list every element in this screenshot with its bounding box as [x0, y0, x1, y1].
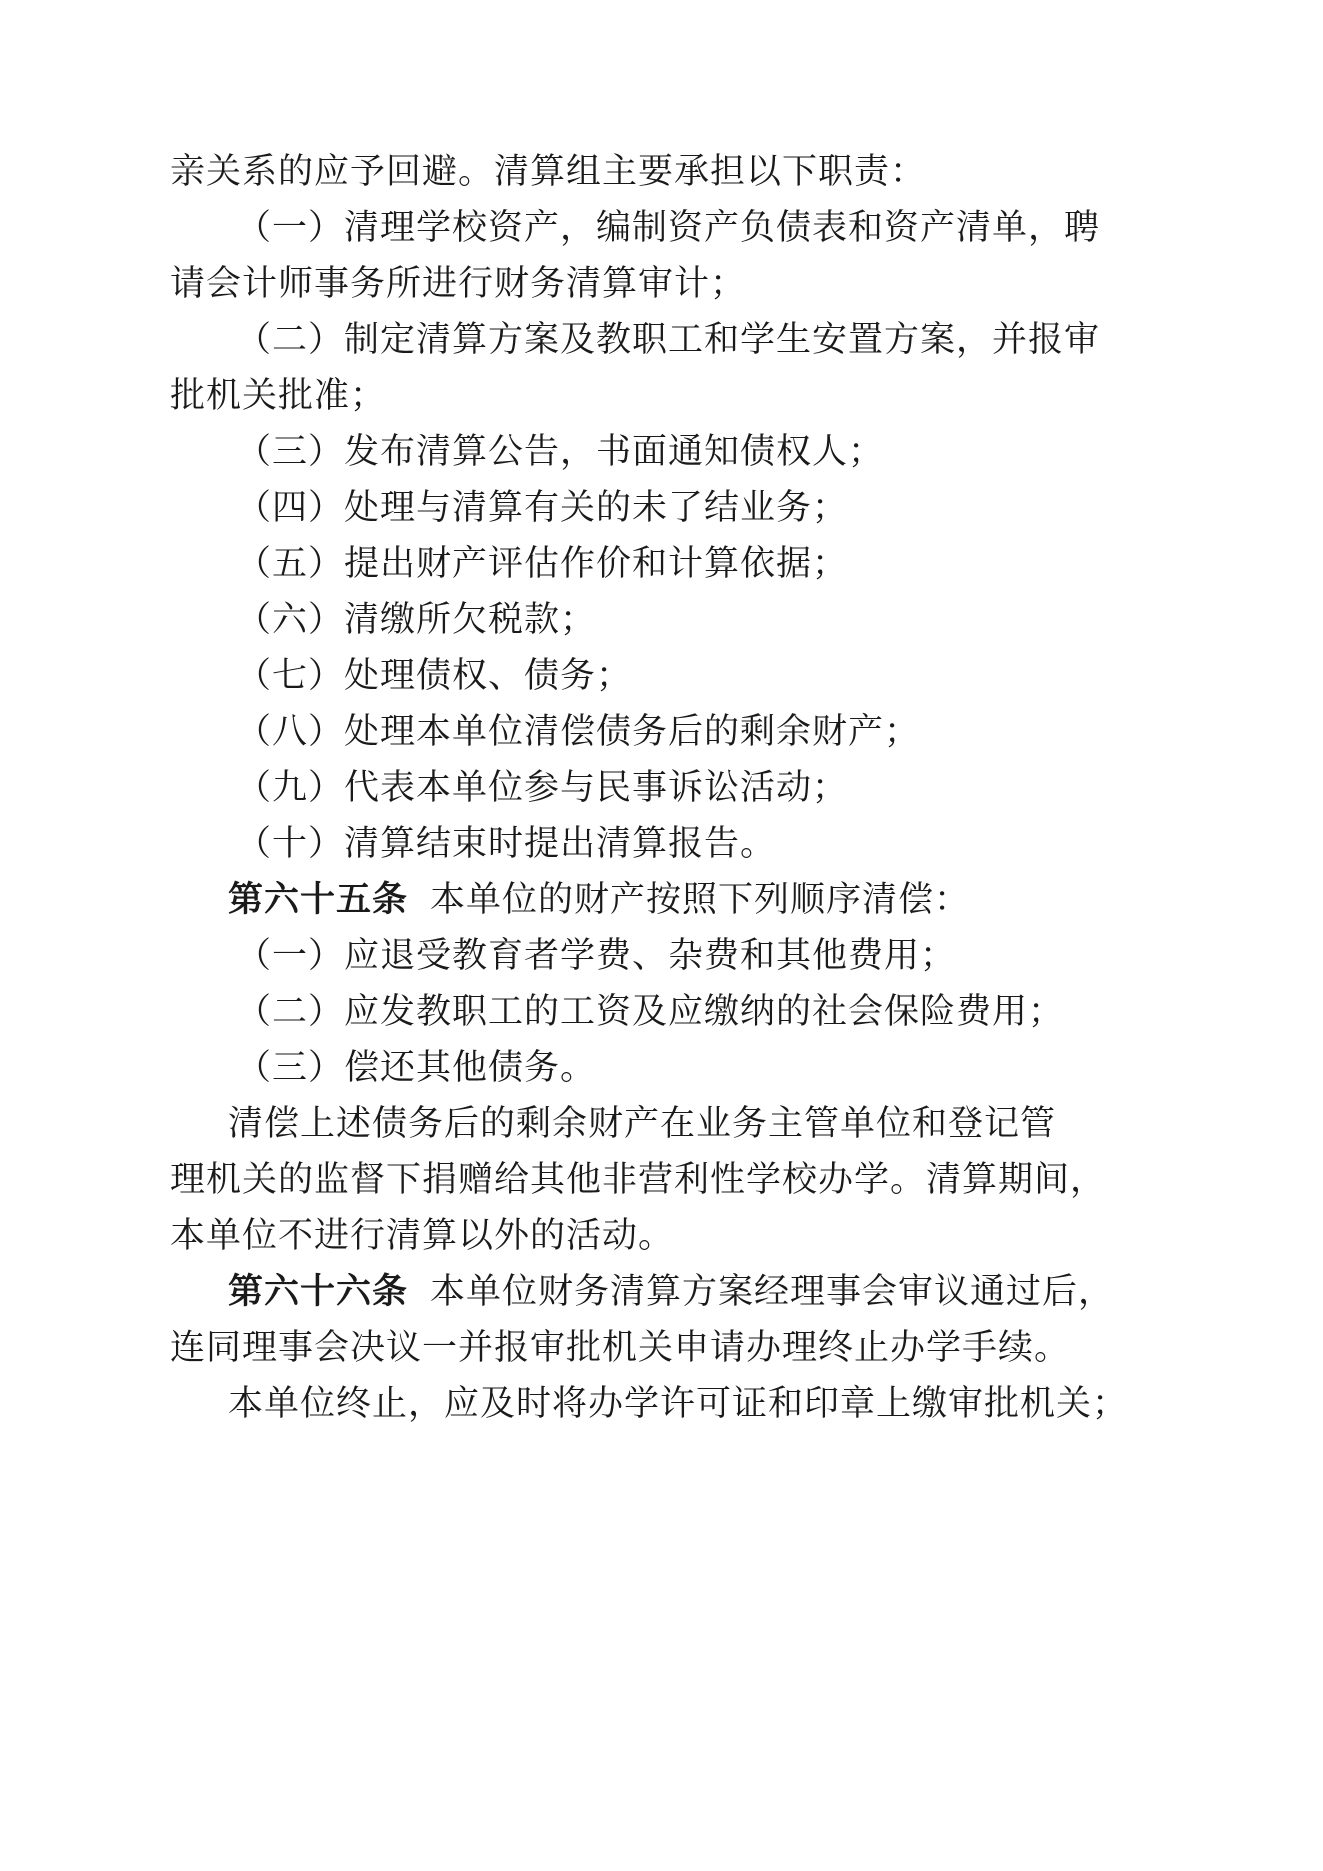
- line-text: 理机关的监督下捐赠给其他非营利性学校办学。清算期间，: [170, 1160, 1107, 1200]
- line-text: 本单位终止，应及时将办学许可证和印章上缴审批机关；: [228, 1384, 1129, 1424]
- paragraph-line: [228, 1100, 1056, 1148]
- line-text: 清偿上述债务后的剩余财产在业务主管单位和登记管: [228, 1104, 1057, 1144]
- line-text: （三）发布清算公告，书面通知债权人；: [236, 432, 885, 472]
- line-text: （九）代表本单位参与民事诉讼活动；: [236, 768, 849, 808]
- article-line: [228, 1268, 1114, 1316]
- line-text: 请会计师事务所进行财务清算审计；: [170, 264, 747, 304]
- line-text: 本单位财务清算方案经理事会审议通过后，: [430, 1272, 1115, 1312]
- line-text: （七）处理债权、债务；: [236, 656, 633, 696]
- paragraph-line: [170, 1156, 1106, 1204]
- article-line: [228, 876, 970, 924]
- list-item-line: [236, 764, 848, 812]
- line-text: （六）清缴所欠税款；: [236, 600, 597, 640]
- line-text: （二）制定清算方案及教职工和学生安置方案，并报审: [236, 320, 1101, 360]
- paragraph-line: [170, 372, 386, 420]
- line-text: 连同理事会决议一并报审批机关申请办理终止办学手续。: [170, 1328, 1071, 1368]
- line-text: （一）清理学校资产，编制资产负债表和资产清单，聘: [236, 208, 1101, 248]
- paragraph-line: [170, 148, 926, 196]
- paragraph-line: [170, 260, 746, 308]
- line-text: 本单位不进行清算以外的活动。: [170, 1216, 675, 1256]
- list-item-line: [236, 484, 848, 532]
- list-item-line: [236, 316, 1100, 364]
- article-label: 第六十六条: [228, 1272, 409, 1312]
- list-item-line: [236, 596, 596, 644]
- list-item-line: [236, 820, 776, 868]
- list-item-line: [236, 1044, 596, 1092]
- list-item-line: [236, 428, 884, 476]
- list-item-line: [236, 204, 1100, 252]
- line-text: 亲关系的应予回避。清算组主要承担以下职责：: [170, 152, 927, 192]
- line-text: （三）偿还其他债务。: [236, 1048, 597, 1088]
- list-item-line: [236, 540, 848, 588]
- line-text: （四）处理与清算有关的未了结业务；: [236, 488, 849, 528]
- line-text: 批机关批准；: [170, 376, 387, 416]
- paragraph-line: [228, 1380, 1128, 1428]
- article-label: 第六十五条: [228, 880, 409, 920]
- line-text: 本单位的财产按照下列顺序清偿：: [430, 880, 971, 920]
- line-text: （十）清算结束时提出清算报告。: [236, 824, 777, 864]
- list-item-line: [236, 988, 1064, 1036]
- line-text: （八）处理本单位清偿债务后的剩余财产；: [236, 712, 921, 752]
- line-text: （五）提出财产评估作价和计算依据；: [236, 544, 849, 584]
- line-text: （二）应发教职工的工资及应缴纳的社会保险费用；: [236, 992, 1065, 1032]
- paragraph-line: [170, 1324, 1070, 1372]
- list-item-line: [236, 708, 920, 756]
- list-item-line: [236, 652, 632, 700]
- line-text: （一）应退受教育者学费、杂费和其他费用；: [236, 936, 957, 976]
- paragraph-line: [170, 1212, 674, 1260]
- list-item-line: [236, 932, 956, 980]
